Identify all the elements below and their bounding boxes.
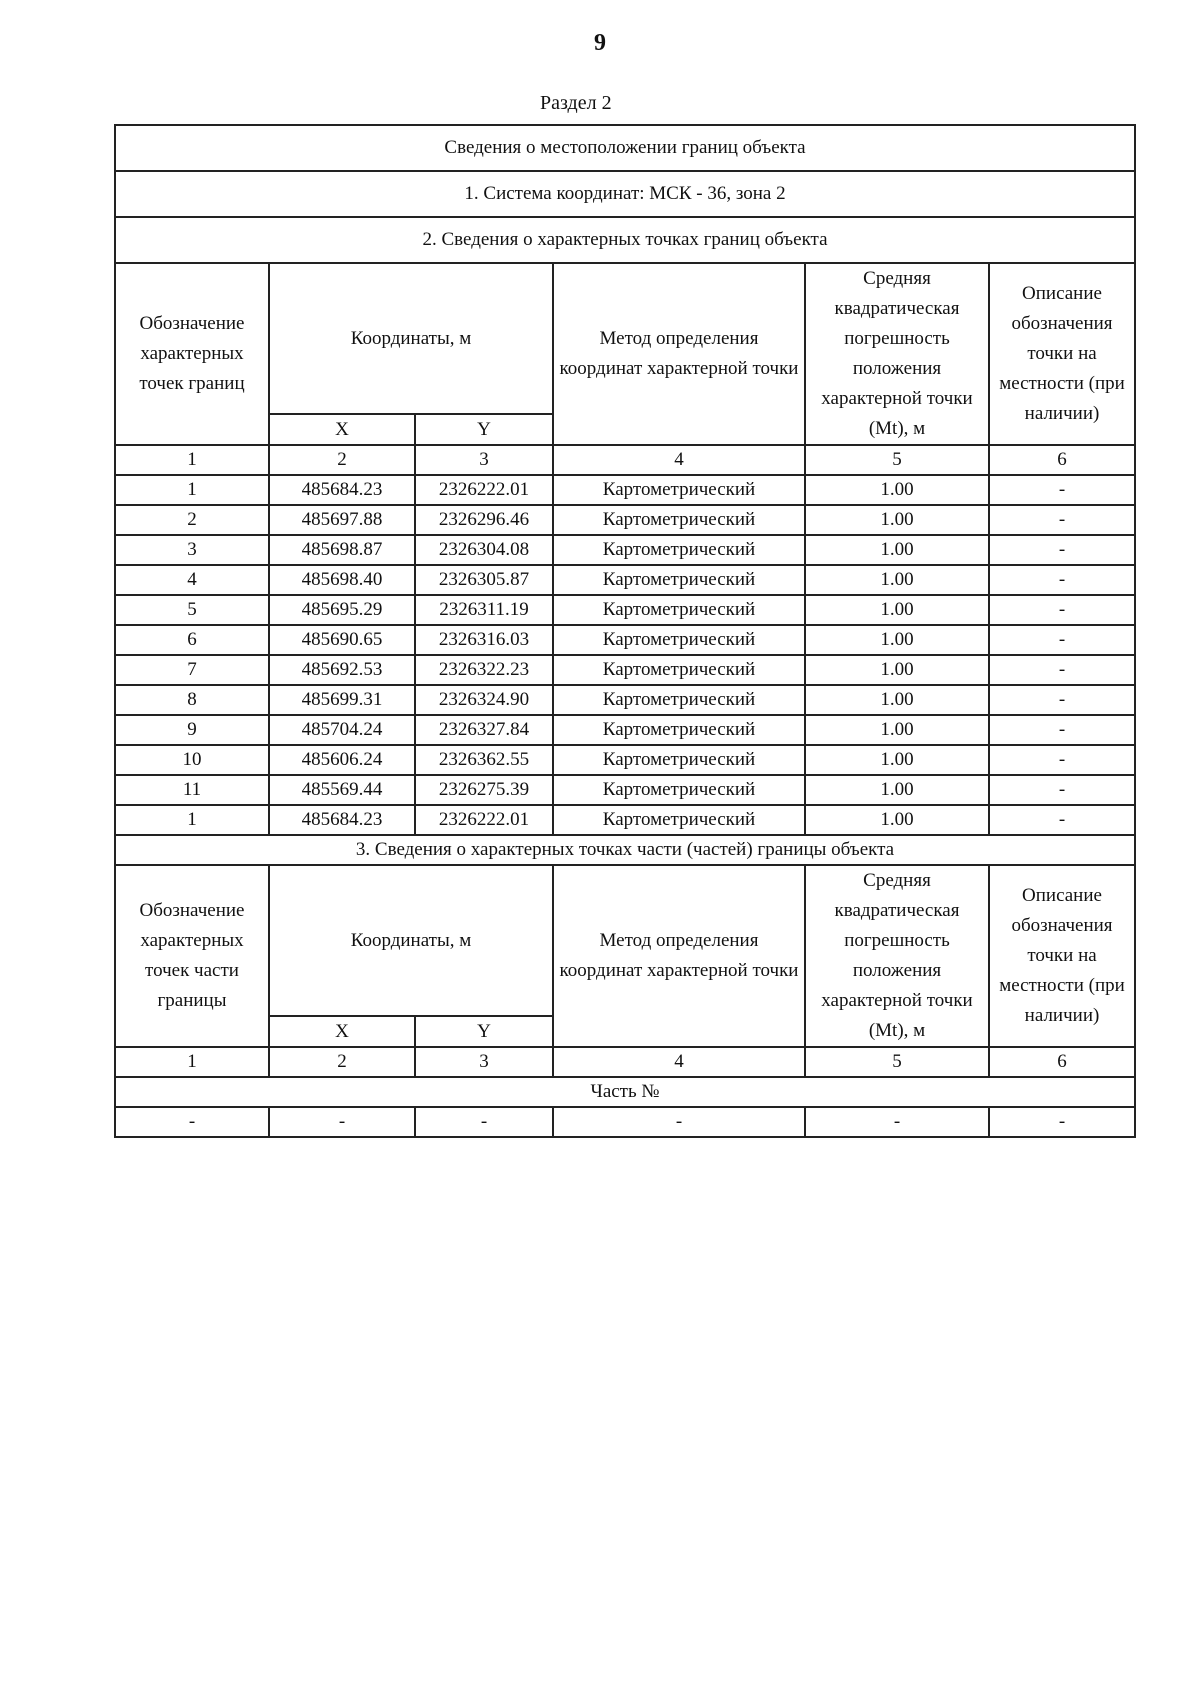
column-number: 1 [115, 1047, 269, 1077]
point-x: 485698.40 [269, 565, 415, 595]
column-number: 1 [115, 445, 269, 475]
boundary-table [114, 124, 1136, 1138]
point-number: 10 [115, 745, 269, 775]
point-method: Картометрический [553, 685, 805, 715]
point-mt: 1.00 [805, 715, 989, 745]
table-row [115, 595, 1135, 625]
point-y: 2326327.84 [415, 715, 553, 745]
table-row [115, 775, 1135, 805]
point-method: Картометрический [553, 745, 805, 775]
table-row [115, 505, 1135, 535]
column-number: 2 [269, 1047, 415, 1077]
point-y: 2326222.01 [415, 805, 553, 835]
point-number: 11 [115, 775, 269, 805]
point-mt: 1.00 [805, 595, 989, 625]
part-cell: - [269, 1107, 415, 1137]
point-x: 485699.31 [269, 685, 415, 715]
point-description: - [989, 715, 1135, 745]
column-number: 6 [989, 1047, 1135, 1077]
point-mt: 1.00 [805, 565, 989, 595]
column-numbers-row [115, 445, 1135, 475]
point-mt: 1.00 [805, 745, 989, 775]
point-mt: 1.00 [805, 655, 989, 685]
header-y: Y [415, 1016, 553, 1047]
point-mt: 1.00 [805, 625, 989, 655]
coord-system: 1. Система координат: МСК - 36, зона 2 [115, 171, 1135, 217]
point-number: 3 [115, 535, 269, 565]
point-mt: 1.00 [805, 685, 989, 715]
point-x: 485684.23 [269, 805, 415, 835]
point-method: Картометрический [553, 655, 805, 685]
header-coordinates: Координаты, м [269, 263, 553, 414]
header-method: Метод определения координат характерной точки [553, 263, 805, 445]
point-number: 5 [115, 595, 269, 625]
point-method: Картометрический [553, 805, 805, 835]
part-cell: - [115, 1107, 269, 1137]
point-number: 9 [115, 715, 269, 745]
point-mt: 1.00 [805, 505, 989, 535]
header-method: Метод определения координат характерной точки [553, 865, 805, 1047]
table-row [115, 535, 1135, 565]
point-y: 2326305.87 [415, 565, 553, 595]
point-method: Картометрический [553, 565, 805, 595]
table-row [115, 655, 1135, 685]
point-description: - [989, 475, 1135, 505]
header-point-designation: Обозначение характерных точек части границы [115, 865, 269, 1047]
point-x: 485692.53 [269, 655, 415, 685]
point-number: 6 [115, 625, 269, 655]
point-method: Картометрический [553, 535, 805, 565]
point-y: 2326316.03 [415, 625, 553, 655]
point-mt: 1.00 [805, 775, 989, 805]
point-method: Картометрический [553, 775, 805, 805]
point-y: 2326304.08 [415, 535, 553, 565]
column-number: 3 [415, 445, 553, 475]
table-row [115, 625, 1135, 655]
column-number: 2 [269, 445, 415, 475]
point-description: - [989, 805, 1135, 835]
column-numbers-row [115, 1047, 1135, 1077]
point-x: 485569.44 [269, 775, 415, 805]
point-number: 2 [115, 505, 269, 535]
point-x: 485690.65 [269, 625, 415, 655]
point-number: 1 [115, 805, 269, 835]
point-mt: 1.00 [805, 805, 989, 835]
part-cell: - [415, 1107, 553, 1137]
point-y: 2326296.46 [415, 505, 553, 535]
section2-title: 2. Сведения о характерных точках границ объекта [115, 217, 1135, 263]
table-row [115, 715, 1135, 745]
point-x: 485697.88 [269, 505, 415, 535]
point-description: - [989, 505, 1135, 535]
header-description: Описание обозначения точки на местности (при наличии) [989, 865, 1135, 1047]
table-row [115, 475, 1135, 505]
part-label-row [115, 1077, 1135, 1107]
section3-title-row [115, 835, 1135, 865]
part-cell: - [989, 1107, 1135, 1137]
part-row [115, 1107, 1135, 1137]
point-method: Картометрический [553, 625, 805, 655]
header-coordinates: Координаты, м [269, 865, 553, 1016]
point-x: 485684.23 [269, 475, 415, 505]
point-description: - [989, 595, 1135, 625]
header-y: Y [415, 414, 553, 445]
point-number: 4 [115, 565, 269, 595]
header-description: Описание обозначения точки на местности (при наличии) [989, 263, 1135, 445]
table-title: Сведения о местоположении границ объекта [115, 125, 1135, 171]
section-label: Раздел 2 [540, 92, 612, 114]
point-number: 8 [115, 685, 269, 715]
point-y: 2326275.39 [415, 775, 553, 805]
coord-system-row [115, 171, 1135, 217]
point-description: - [989, 655, 1135, 685]
point-method: Картометрический [553, 505, 805, 535]
point-mt: 1.00 [805, 535, 989, 565]
table-row [115, 805, 1135, 835]
point-x: 485695.29 [269, 595, 415, 625]
point-description: - [989, 685, 1135, 715]
point-method: Картометрический [553, 715, 805, 745]
point-x: 485698.87 [269, 535, 415, 565]
point-description: - [989, 535, 1135, 565]
header-point-designation: Обозначение характерных точек границ [115, 263, 269, 445]
table-row [115, 685, 1135, 715]
part-label: Часть № [115, 1077, 1135, 1107]
point-description: - [989, 625, 1135, 655]
table-row [115, 565, 1135, 595]
table-title-row [115, 125, 1135, 171]
header-x: X [269, 1016, 415, 1047]
part-cell: - [805, 1107, 989, 1137]
point-y: 2326362.55 [415, 745, 553, 775]
point-method: Картометрический [553, 475, 805, 505]
column-number: 6 [989, 445, 1135, 475]
point-x: 485606.24 [269, 745, 415, 775]
page-number: 9 [594, 30, 606, 56]
column-number: 5 [805, 445, 989, 475]
column-number: 4 [553, 1047, 805, 1077]
point-y: 2326311.19 [415, 595, 553, 625]
section2-title-row [115, 217, 1135, 263]
point-y: 2326324.90 [415, 685, 553, 715]
point-x: 485704.24 [269, 715, 415, 745]
section2-header-row [115, 263, 1135, 414]
column-number: 4 [553, 445, 805, 475]
point-description: - [989, 775, 1135, 805]
header-error: Средняя квадратическая погрешность положения характерной точки (Mt), м [805, 865, 989, 1047]
point-mt: 1.00 [805, 475, 989, 505]
column-number: 3 [415, 1047, 553, 1077]
column-number: 5 [805, 1047, 989, 1077]
header-x: X [269, 414, 415, 445]
point-method: Картометрический [553, 595, 805, 625]
point-number: 1 [115, 475, 269, 505]
section3-title: 3. Сведения о характерных точках части (частей) границы объекта [115, 835, 1135, 865]
point-description: - [989, 745, 1135, 775]
point-y: 2326322.23 [415, 655, 553, 685]
table-row [115, 745, 1135, 775]
section3-header-row [115, 865, 1135, 1016]
part-cell: - [553, 1107, 805, 1137]
point-number: 7 [115, 655, 269, 685]
point-y: 2326222.01 [415, 475, 553, 505]
point-description: - [989, 565, 1135, 595]
header-error: Средняя квадратическая погрешность положения характерной точки (Mt), м [805, 263, 989, 445]
